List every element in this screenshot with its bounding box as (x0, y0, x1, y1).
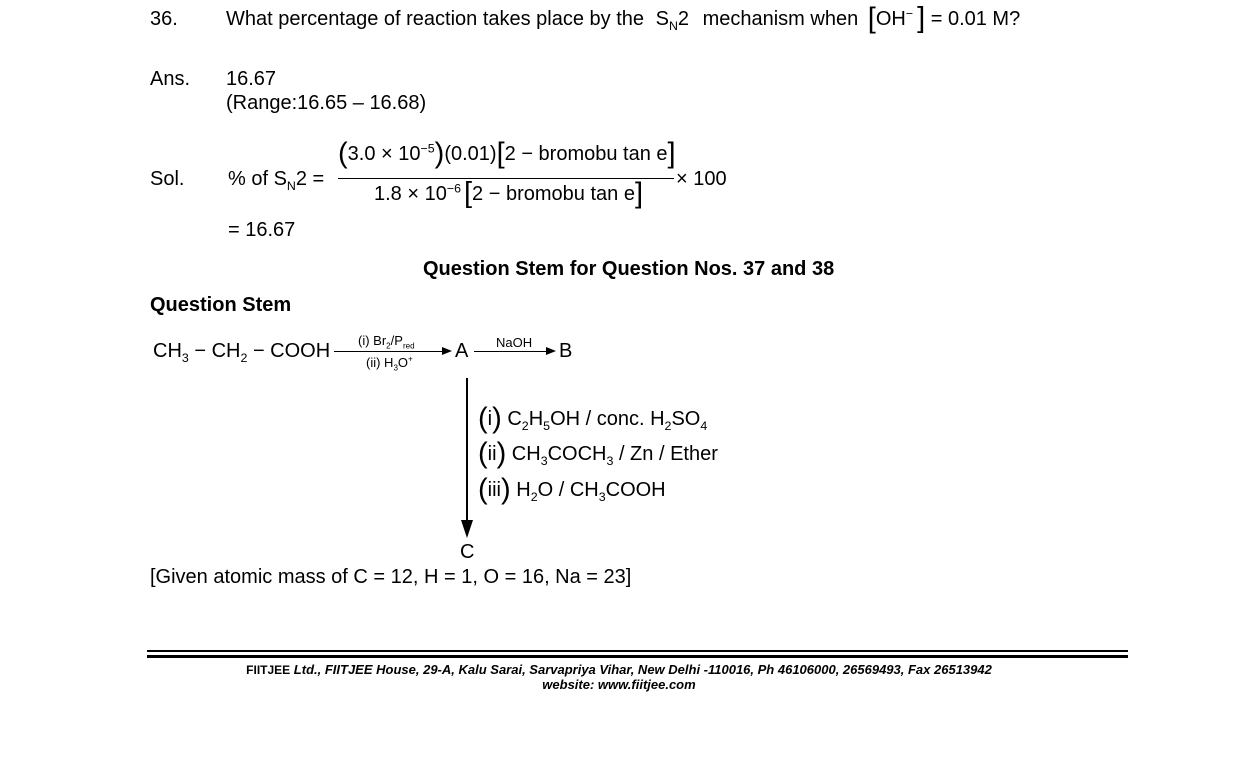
product-a: A (455, 340, 469, 362)
footer-rule-top (147, 650, 1128, 652)
fraction-denominator: $1.8 \times 10^{-6}$ [2 − bromobu tan e] (374, 177, 643, 210)
answer-range: (Range:16.65 – 16.68) (226, 92, 427, 114)
footer-rule-bottom (147, 655, 1128, 658)
answer-label: Ans. (150, 68, 191, 90)
footer-line1: Ltd., FIITJEE House, 29-A, Kalu Sarai, Sarvapriya Vihar, New Delhi -110016, Ph 46106000, 26569493, Fax 26513942 (293, 662, 992, 677)
reactant: $CH_3 - CH_2$ − COOH (153, 340, 331, 365)
sn2-term: $S_N2$ (655, 8, 690, 33)
question-text (226, 2, 1021, 35)
step1-reagent-bottom: (ii) $H_3O^+$ (366, 354, 413, 373)
solution-lhs: % of $S_N2$ = (228, 168, 325, 193)
step1-arrow-head (442, 347, 452, 355)
question-number: 36. (150, 8, 178, 30)
multiplier: × 100 (676, 168, 727, 190)
footer-website: website: www.fiitjee.com (542, 677, 696, 692)
solution-label: Sol. (150, 168, 185, 190)
product-b: B (559, 340, 573, 362)
fraction-bar (338, 178, 674, 179)
fraction-numerator: $(3.0 \times 10^{-5})(0.01)[2$ − bromobu tan e] (338, 137, 676, 170)
step1-reagent-top: (i) $Br_2/P_{red}$ (358, 333, 415, 351)
vertical-arrow (466, 378, 468, 524)
sn2-fraction (338, 137, 676, 210)
product-c: C (460, 541, 475, 563)
condition-3: (iii) $H_2O$ / $CH_3COOH$ (478, 473, 666, 506)
footer-brand: FIITJEE (246, 663, 291, 677)
solution-result: = 16.67 (228, 219, 296, 241)
stem-heading: Question Stem for Question Nos. 37 and 38 (423, 258, 835, 280)
vertical-arrow-head (461, 520, 473, 538)
step2-reagent: NaOH (496, 335, 533, 350)
given-atomic-masses: [Given atomic mass of C = 12, H = 1, O = 16, Na = 23] (150, 566, 632, 588)
step1-arrow (334, 351, 442, 352)
question-text-prefix: What percentage of reaction takes place by the (226, 8, 645, 30)
question-text-mid: mechanism when (702, 8, 859, 30)
stem-label: Question Stem (150, 294, 292, 316)
hydroxide-concentration: [OH− ] (867, 2, 926, 35)
condition-2: (ii) $CH_3COCH_3$ / Zn / Ether (478, 437, 718, 470)
answer-value: 16.67 (226, 68, 277, 90)
footer-address (0, 663, 1238, 676)
question-text-end: = 0.01 M? (930, 8, 1021, 30)
step2-arrow-head (546, 347, 556, 355)
step2-arrow (474, 351, 546, 352)
condition-1: (i) $C_2H_5OH$ / conc. $H_2SO_4$ (478, 402, 708, 435)
